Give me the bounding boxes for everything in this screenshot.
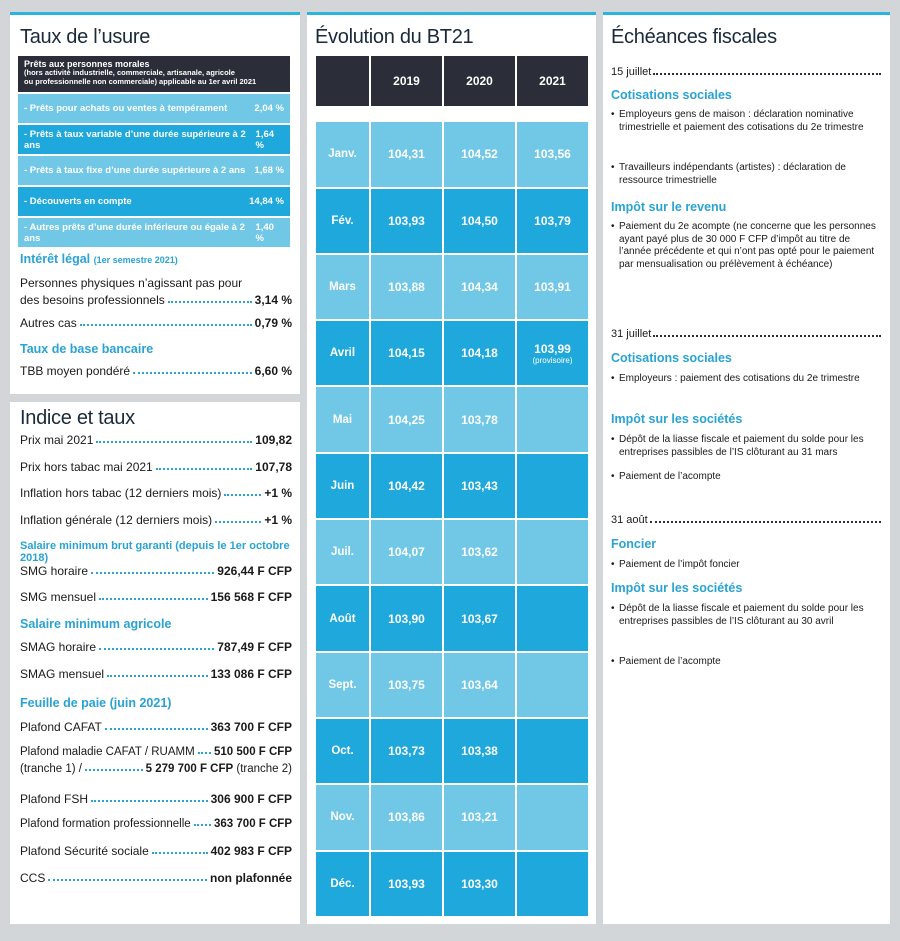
- row-value: 156 568 F CFP: [210, 590, 292, 604]
- usure-header: [18, 56, 290, 92]
- bt21-value-cell: 103,21: [444, 785, 515, 849]
- usure-header-line1: Prêts aux personnes morales: [24, 59, 150, 69]
- row-value: 510 500 F CFP: [214, 746, 292, 758]
- bt21-title: Évolution du BT21: [315, 26, 474, 48]
- bt21-year-header: 2021: [517, 56, 588, 106]
- usure-row-value: 1,64 %: [255, 128, 275, 151]
- row-label: Inflation générale (12 derniers mois): [20, 513, 213, 527]
- smg-row: [20, 590, 292, 604]
- date-row: [611, 514, 881, 526]
- bt21-value-cell: 103,64: [444, 653, 515, 717]
- bt21-value-cell: 103,75: [371, 653, 442, 717]
- row-value: 5 279 700 F CFP: [145, 763, 234, 775]
- row-label: Autres cas: [20, 316, 77, 330]
- bt21-value-cell: [517, 321, 588, 385]
- personnes-physiques-row: [20, 293, 292, 307]
- bt21-note: (provisoire): [532, 355, 573, 365]
- taux-base-bancaire-heading: Taux de base bancaire: [20, 342, 154, 356]
- row-label: des besoins professionnels: [20, 293, 165, 307]
- bt21-month-cell: Sept.: [316, 653, 369, 717]
- bt21-value-cell: 103,88: [371, 255, 442, 319]
- bt21-value-cell: 103,86: [371, 785, 442, 849]
- bt21-value-cell: [517, 852, 588, 916]
- bt21-value-cell: [517, 586, 588, 650]
- bt21-value-cell: [517, 653, 588, 717]
- row-label: SMG mensuel: [20, 590, 97, 604]
- bt21-value-cell: [517, 785, 588, 849]
- indice-title: Indice et taux: [20, 407, 135, 429]
- date-row: [611, 328, 881, 340]
- row-value: +1 %: [264, 486, 292, 500]
- date-label: 31 août: [611, 514, 648, 526]
- bullet-item: • Paiement de l’impôt foncier: [611, 559, 879, 572]
- bt21-value: 103,56: [534, 147, 571, 162]
- section-heading: Foncier: [611, 537, 657, 551]
- row-value: 787,49 F CFP: [217, 640, 292, 654]
- usure-row-label: - Prêts à taux variable d’une durée supérieure à 2 ans: [24, 128, 246, 151]
- plafond-maladie-row: [20, 746, 292, 758]
- plafond-cafat-row: [20, 720, 292, 734]
- bt21-year-header: 2019: [371, 56, 442, 106]
- autres-cas-row: [20, 316, 292, 330]
- dot-leader: [105, 728, 208, 730]
- bt21-value-cell: 104,31: [371, 122, 442, 186]
- bt21-value-cell: [517, 255, 588, 319]
- row-label: TBB moyen pondéré: [20, 364, 131, 378]
- usure-row-value: 1,68 %: [254, 165, 284, 176]
- usure-row-label: - Autres prêts d’une durée inférieure ou égale à 2 ans: [24, 221, 245, 244]
- bt21-month-cell: Fév.: [316, 189, 369, 253]
- section-heading: Cotisations sociales: [611, 88, 732, 102]
- bt21-month-cell: Mars: [316, 255, 369, 319]
- bt21-value-cell: 104,25: [371, 387, 442, 451]
- bt21-value-cell: [517, 520, 588, 584]
- usure-header-line2: (hors activité industrielle, commerciale, artisanale, agricole: [24, 68, 235, 77]
- indice-row: [20, 460, 292, 474]
- bt21-month-cell: Juin: [316, 454, 369, 518]
- row-value: 3,14 %: [254, 293, 292, 307]
- bt21-header-corner: [316, 56, 369, 106]
- row-value: non plafonnée: [210, 871, 292, 885]
- smg-row: [20, 564, 292, 578]
- bt21-month-cell: Juil.: [316, 520, 369, 584]
- row-value: 133 086 F CFP: [210, 667, 292, 681]
- dot-leader: [215, 521, 261, 523]
- dot-leader: [152, 852, 208, 854]
- middle-panel: [307, 12, 596, 924]
- bt21-value-cell: 104,34: [444, 255, 515, 319]
- dot-leader: [156, 468, 253, 470]
- smag-row: [20, 640, 292, 654]
- usure-row-label: - Prêts à taux fixe d’une durée supérieure à 2 ans: [24, 165, 246, 176]
- section-heading: Impôt sur les sociétés: [611, 412, 743, 426]
- usure-row-value: 1,40 %: [255, 221, 274, 244]
- smig-heading: Salaire minimum brut garanti (depuis le 1er octobre 2018): [20, 540, 290, 564]
- usure-row-value: 14,84 %: [249, 196, 284, 207]
- bt21-month-cell: Oct.: [316, 719, 369, 783]
- bt21-value: 103,91: [534, 280, 571, 295]
- bullet-item: • Employeurs : paiement des cotisations du 2e trimestre: [611, 373, 879, 386]
- row-label: SMAG mensuel: [20, 667, 105, 681]
- row-value: 107,78: [255, 460, 292, 474]
- bullet-item: • Dépôt de la liasse fiscale et paiement du solde pour les entreprises passibles de l’IS clôturant au 30 avril: [611, 603, 879, 628]
- dot-leader: [48, 879, 207, 881]
- bt21-value-cell: 103,67: [444, 586, 515, 650]
- dot-leader: [96, 441, 252, 443]
- row-label: CCS: [20, 871, 46, 885]
- bt21-value-cell: 104,18: [444, 321, 515, 385]
- usure-row: [18, 156, 290, 185]
- dot-leader: [168, 301, 252, 303]
- feuille-paie-heading: Feuille de paie (juin 2021): [20, 696, 172, 710]
- row-label: (tranche 1) /: [20, 763, 82, 775]
- row-value: 109,82: [255, 433, 292, 447]
- row-label: Plafond maladie CAFAT / RUAMM: [20, 746, 195, 758]
- row-label: Prix hors tabac mai 2021: [20, 460, 153, 474]
- bt21-value-cell: 104,52: [444, 122, 515, 186]
- row-label: SMG horaire: [20, 564, 89, 578]
- personnes-physiques-line1: Personnes physiques n’agissant pas pour: [20, 276, 243, 290]
- dot-leader: [653, 73, 881, 75]
- bt21-value-cell: [517, 387, 588, 451]
- section-divider: [10, 394, 300, 402]
- bt21-value-cell: 103,93: [371, 852, 442, 916]
- bt21-value-cell: [517, 719, 588, 783]
- usure-row: [18, 94, 290, 123]
- row-label: Plafond formation professionnelle: [20, 818, 191, 830]
- row-value: +1 %: [264, 513, 292, 527]
- dot-leader: [133, 372, 252, 374]
- bt21-month-cell: Janv.: [316, 122, 369, 186]
- indice-row: [20, 513, 292, 527]
- indice-row: [20, 486, 292, 500]
- bt21-value-cell: 103,30: [444, 852, 515, 916]
- bullet-item: • Dépôt de la liasse fiscale et paiement du solde pour les entreprises passibles de l’IS clôturant au 31 mars: [611, 434, 879, 459]
- bt21-value-cell: 103,90: [371, 586, 442, 650]
- section-heading: Cotisations sociales: [611, 351, 732, 365]
- interet-legal-note: (1er semestre 2021): [93, 255, 178, 265]
- bt21-value-cell: 104,50: [444, 189, 515, 253]
- usure-row: [18, 125, 290, 154]
- row-value: 363 700 F CFP: [210, 720, 292, 734]
- bt21-value-cell: 103,93: [371, 189, 442, 253]
- left-panel: [10, 12, 300, 924]
- bt21-value-cell: [517, 122, 588, 186]
- bt21-value-cell: 103,78: [444, 387, 515, 451]
- bt21-value-cell: [517, 189, 588, 253]
- row-value: 926,44 F CFP: [217, 564, 292, 578]
- row-label: Plafond FSH: [20, 792, 89, 806]
- bt21-year-header: 2020: [444, 56, 515, 106]
- bullet-item: • Travailleurs indépendants (artistes) : déclaration de ressource trimestrielle: [611, 162, 879, 187]
- bullet-item: • Paiement du 2e acompte (ne concerne que les personnes ayant payé plus de 30 000 F CFP d’impôt au titre de l’année précédente et qui n’ont pas opté pour le paiement par mensualisation ou prélèvement à échéance): [611, 221, 879, 271]
- bt21-month-cell: Déc.: [316, 852, 369, 916]
- row-value: 306 900 F CFP: [210, 792, 292, 806]
- dot-leader: [80, 324, 252, 326]
- dot-leader: [99, 648, 214, 650]
- bt21-value-cell: 103,38: [444, 719, 515, 783]
- tbb-row: [20, 364, 292, 378]
- row-value: 402 983 F CFP: [210, 844, 292, 858]
- usure-row-label: - Prêts pour achats ou ventes à tempérament: [24, 103, 228, 114]
- dot-leader: [107, 675, 208, 677]
- dot-leader: [198, 752, 211, 754]
- section-heading: Impôt sur les sociétés: [611, 581, 743, 595]
- usure-table: [18, 56, 290, 247]
- bt21-value-cell: 104,42: [371, 454, 442, 518]
- bt21-table: [316, 56, 588, 916]
- row-label: Plafond CAFAT: [20, 720, 102, 734]
- row-label: Plafond Sécurité sociale: [20, 844, 149, 858]
- bt21-value: 103,99: [534, 341, 571, 356]
- bt21-value-cell: 103,73: [371, 719, 442, 783]
- dot-leader: [91, 572, 214, 574]
- dot-leader: [650, 521, 881, 523]
- row-label: SMAG horaire: [20, 640, 97, 654]
- bt21-month-cell: Août: [316, 586, 369, 650]
- bt21-month-cell: Nov.: [316, 785, 369, 849]
- bt21-value-cell: 104,07: [371, 520, 442, 584]
- plafond-secu-row: [20, 844, 292, 858]
- smag-row: [20, 667, 292, 681]
- row-suffix: (tranche 2): [236, 763, 292, 775]
- row-label: Prix mai 2021: [20, 433, 94, 447]
- usure-header-line3: ou professionnelle non commerciale) applicable au 1er avril 2021: [24, 76, 257, 86]
- plafond-formation-row: [20, 818, 292, 830]
- dot-leader: [653, 335, 881, 337]
- usure-row: [18, 218, 290, 247]
- dot-leader: [85, 769, 143, 771]
- usure-title: Taux de l’usure: [20, 26, 151, 48]
- row-value: 0,79 %: [254, 316, 292, 330]
- usure-row: [18, 187, 290, 216]
- bullet-item: • Paiement de l’acompte: [611, 656, 879, 669]
- interet-legal-heading: [20, 252, 178, 266]
- row-value: 363 700 F CFP: [214, 818, 292, 830]
- dot-leader: [194, 824, 211, 826]
- row-label: Inflation hors tabac (12 derniers mois): [20, 486, 222, 500]
- bt21-month-cell: Mai: [316, 387, 369, 451]
- plafond-tranche-row: [20, 763, 292, 775]
- interet-legal-title: Intérêt légal: [20, 252, 91, 266]
- bt21-value-cell: 104,15: [371, 321, 442, 385]
- bt21-value-cell: 103,43: [444, 454, 515, 518]
- date-row: [611, 66, 881, 78]
- date-label: 15 juillet: [611, 66, 652, 78]
- ccs-row: [20, 871, 292, 885]
- bt21-value-cell: 103,62: [444, 520, 515, 584]
- dot-leader: [91, 800, 208, 802]
- echeances-title: Échéances fiscales: [611, 26, 777, 48]
- plafond-fsh-row: [20, 792, 292, 806]
- section-heading: Impôt sur le revenu: [611, 200, 727, 214]
- right-panel: [603, 12, 890, 924]
- bt21-value: 103,79: [534, 213, 571, 228]
- bullet-item: • Employeurs gens de maison : déclaration nominative trimestrielle et paiement des cotisations du 2e trimestre: [611, 109, 879, 134]
- usure-row-label: - Découverts en compte: [24, 196, 132, 207]
- row-value: 6,60 %: [254, 364, 292, 378]
- usure-row-value: 2,04 %: [254, 103, 284, 114]
- bt21-month-cell: Avril: [316, 321, 369, 385]
- date-label: 31 juillet: [611, 328, 652, 340]
- dot-leader: [224, 494, 261, 496]
- indice-row: [20, 433, 292, 447]
- bt21-value-cell: [517, 454, 588, 518]
- dot-leader: [99, 598, 208, 600]
- smag-heading: Salaire minimum agricole: [20, 617, 172, 631]
- bullet-item: • Paiement de l’acompte: [611, 471, 879, 484]
